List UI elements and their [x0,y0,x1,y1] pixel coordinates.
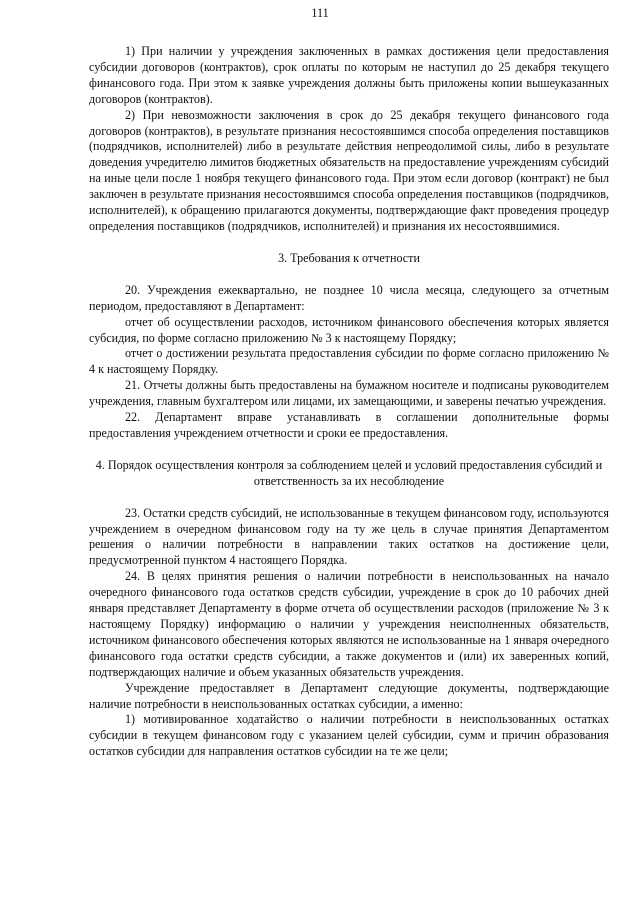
paragraph: отчет о достижении результата предоставления субсидии по форме согласно приложению № 4 к настоящему Порядку. [89,346,609,377]
paragraph: отчет об осуществлении расходов, источником финансового обеспечения которых является субсидия, по форме согласно приложению № 3 к настоящему Порядку; [89,314,609,345]
page-number: 111 [311,6,329,20]
paragraph: Учреждение предоставляет в Департамент следующие документы, подтверждающие наличие потребности в неиспользованных остатках субсидии, а именно: [89,680,609,711]
paragraph: 24. В целях принятия решения о наличии потребности в неиспользованных на начало очередного финансового года остатков средств субсидии, учреждение в срок до 10 рабочих дней января представляет Департаменту в форме отчета об осуществлении расходов (приложение № 3 к настоящему Порядку) информацию о наличии у учреждения неисполненных обязательств, источником финансового обеспечения которых являются не использованные на 1 января очередного финансового года остатки средств субсидии, а также документов и (или) их заверенных копий, подтверждающих наличие и объем указанных обязательств учреждения. [89,569,609,679]
paragraph: 23. Остатки средств субсидий, не использованные в текущем финансовом году, используются учреждением в очередном финансовом году на ту же цель в случае принятия Департаментом решения о наличии потребности в направлении таких остатков на достижение цели, предусмотренной пунктом 4 настоящего Порядка. [89,505,609,568]
paragraph: 1) мотивированное ходатайство о наличии потребности в неиспользованных остатках субсидии в текущем финансовом году с указанием целей субсидии, сумм и причин образования остатков субсидии для направления остатков субсидии на те же цели; [89,712,609,759]
paragraph: 21. Отчеты должны быть предоставлены на бумажном носителе и подписаны руководителем учреждения, главным бухгалтером или лицами, их замещающими, и заверены печатью учреждения. [89,378,609,409]
paragraph: 22. Департамент вправе устанавливать в соглашении дополнительные формы предоставления учреждением отчетности и сроки ее предоставления. [89,410,609,440]
paragraph: 1) При наличии у учреждения заключенных в рамках достижения цели предоставления субсидии договоров (контрактов), срок оплаты по которым не наступил до 25 декабря текущего финансового года. При этом к заявке учреждения должны быть приложены копии вышеуказанных договоров (контрактов). [89,44,609,106]
paragraph: 2) При невозможности заключения в срок до 25 декабря текущего финансового года договоров (контрактов), в результате признания несостоявшимся способа определения поставщиков (подрядчиков, исполнителей) либо в результате действия непреодолимой силы, либо в результате доведения учредителю лимитов бюджетных обязательств на предоставление учреждениям субсидий на иные цели после 1 ноября текущего финансового года. При этом если договор (контракт) не был заключен в результате признания несостоявшимся способа определения поставщиков (подрядчиков, исполнителей), к обращению прилагаются документы, подтверждающие факт проведения процедур определения поставщиков (подрядчиков, исполнителей) и признания их несостоявшимися. [89,107,609,233]
section-3-heading: 3. Требования к отчетности [278,250,420,265]
section-4-heading: 4. Порядок осуществления контроля за соблюдением целей и условий предоставления субсидий и ответственность за их несоблюдение [95,457,603,488]
document-body [89,44,609,760]
paragraph: 20. Учреждения ежеквартально, не позднее 10 числа месяца, следующего за отчетным периодом, предоставляют в Департамент: [89,282,609,313]
